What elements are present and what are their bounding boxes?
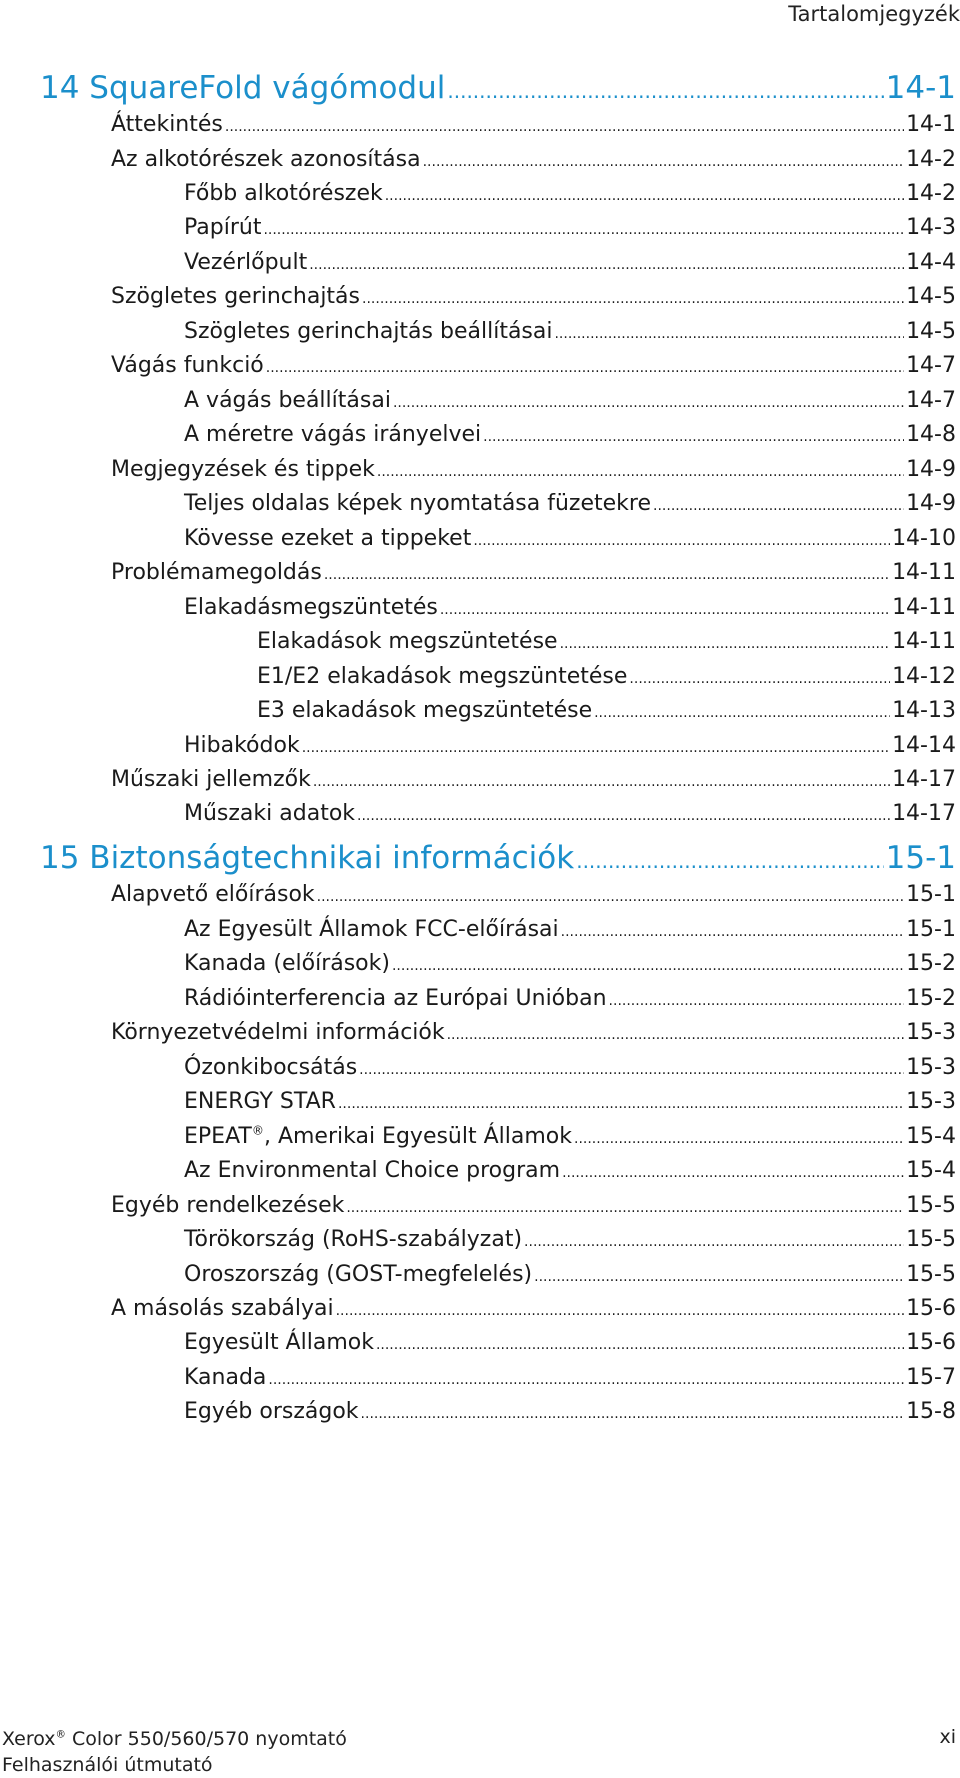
toc-entry-title xyxy=(184,595,438,620)
toc-entry[interactable] xyxy=(184,951,956,976)
dot-leader xyxy=(309,257,904,273)
toc-entry-title xyxy=(111,1020,445,1045)
toc-entry-title-text: E1/E2 elakadások megszüntetése xyxy=(257,664,628,689)
toc-entry[interactable] xyxy=(111,457,956,482)
toc-entry-title xyxy=(111,457,375,482)
dot-leader xyxy=(376,1337,904,1353)
toc-entry-page: 14-17 xyxy=(892,801,956,826)
toc-entry-page: 15-6 xyxy=(906,1330,956,1355)
dot-leader xyxy=(338,1096,904,1112)
toc-entry-page: 14-10 xyxy=(892,526,956,551)
toc-entry-title xyxy=(184,422,481,447)
toc-entry[interactable] xyxy=(111,112,956,137)
toc-entry-title-text: Oroszország (GOST-megfelelés) xyxy=(184,1262,533,1287)
toc-entry-page: 14-13 xyxy=(892,698,956,723)
toc-entry[interactable] xyxy=(184,1399,956,1424)
toc-entry[interactable] xyxy=(257,629,956,654)
dot-leader xyxy=(377,464,904,480)
toc-entry-title xyxy=(257,698,592,723)
dot-leader xyxy=(534,1269,904,1285)
toc-entry[interactable] xyxy=(184,491,956,516)
dot-leader xyxy=(313,774,890,790)
toc-entry-page: 14-1 xyxy=(906,112,956,137)
toc-entry-title xyxy=(111,112,223,137)
toc-entry-title xyxy=(184,1330,374,1355)
toc-entry[interactable] xyxy=(184,1365,956,1390)
toc-entry[interactable] xyxy=(111,882,956,907)
toc-entry[interactable] xyxy=(111,284,956,309)
toc-entry-title xyxy=(111,353,264,378)
toc-entry[interactable] xyxy=(111,1296,956,1321)
toc-entry-title-text: Elakadásmegszüntetés xyxy=(184,595,438,620)
toc-entry-title xyxy=(111,1296,334,1321)
dot-leader xyxy=(393,395,904,411)
toc-entry-title xyxy=(184,1124,572,1149)
toc-entry-title-text: Műszaki adatok xyxy=(184,801,356,826)
dot-leader xyxy=(629,671,890,687)
toc-entry-page: 15-2 xyxy=(906,951,956,976)
footer-registered-mark: ® xyxy=(55,1728,66,1741)
toc-entry[interactable] xyxy=(184,595,956,620)
toc-entry[interactable] xyxy=(184,1055,956,1080)
toc-entry-title xyxy=(111,882,315,907)
toc-entry-title-text: Áttekintés xyxy=(111,112,223,137)
toc-entry-page: 14-9 xyxy=(906,457,956,482)
toc-entry-title-text: A méretre vágás irányelvei xyxy=(184,422,482,447)
toc-entry-title-text: E3 elakadások megszüntetése xyxy=(257,698,593,723)
toc-entry-page: 14-11 xyxy=(892,629,956,654)
toc-entry-title xyxy=(184,1158,560,1183)
toc-entry-page: 14-7 xyxy=(906,388,956,413)
footer-product xyxy=(2,1726,347,1778)
toc-entry-title xyxy=(184,733,300,758)
toc-entry-title-text: Környezetvédelmi információk xyxy=(111,1020,445,1045)
dot-leader xyxy=(562,1165,904,1181)
toc-entry-title-text: Egyesült Államok xyxy=(184,1330,374,1355)
toc-entry-title-text: Szögletes gerinchajtás xyxy=(111,284,361,309)
toc-entry-page: 15-3 xyxy=(906,1055,956,1080)
toc-entry-title xyxy=(257,629,558,654)
toc-entry-title xyxy=(184,1227,522,1252)
toc-entry-page: 14-11 xyxy=(892,595,956,620)
toc-entry-title-text: Vezérlőpult xyxy=(184,250,308,275)
dot-leader xyxy=(263,222,904,238)
toc-entry-page: 14-17 xyxy=(892,767,956,792)
toc-entry-title-text: Vágás funkció xyxy=(111,353,264,378)
toc-entry[interactable] xyxy=(184,526,956,551)
toc-entry-title-text: Egyéb országok xyxy=(184,1399,359,1424)
dot-leader xyxy=(266,360,904,376)
toc-entry-page: 15-3 xyxy=(906,1089,956,1114)
footer-brand: Xerox xyxy=(2,1728,56,1750)
toc-entry-title-text: Az Egyesült Államok FCC-előírásai xyxy=(184,917,559,942)
dot-leader xyxy=(483,429,904,445)
toc-entry-title-text: Ózonkibocsátás xyxy=(184,1055,358,1080)
toc-entry-title-text: Műszaki jellemzők xyxy=(111,767,311,792)
dot-leader xyxy=(653,498,904,514)
toc-entry-title xyxy=(111,147,421,172)
toc-entry[interactable] xyxy=(184,1262,956,1287)
toc-entry-title xyxy=(184,986,607,1011)
toc-entry-title xyxy=(184,1399,359,1424)
toc-entry-page: 14-8 xyxy=(906,422,956,447)
toc-entry-page: 14-14 xyxy=(892,733,956,758)
toc-entry-page: 14-1 xyxy=(885,70,956,106)
toc-entry[interactable] xyxy=(184,801,956,826)
toc-entry[interactable] xyxy=(184,1227,956,1252)
dot-leader xyxy=(524,1234,904,1250)
dot-leader xyxy=(447,1027,904,1043)
dot-leader xyxy=(473,533,890,549)
registered-mark: ® xyxy=(251,1123,264,1138)
toc-entry-page: 14-11 xyxy=(892,560,956,585)
toc-entry-title-text: Az Environmental Choice program xyxy=(184,1158,561,1183)
dot-leader xyxy=(560,636,890,652)
toc-entry-title-text: Rádióinterferencia az Európai Unióban xyxy=(184,986,607,1011)
toc-entry-title-text: Megjegyzések és tippek xyxy=(111,457,375,482)
toc-entry[interactable] xyxy=(184,986,956,1011)
toc-entry[interactable] xyxy=(111,560,956,585)
footer-model: Color 550/560/570 nyomtató xyxy=(65,1728,347,1750)
toc-entry[interactable] xyxy=(184,1089,956,1114)
toc-entry-title xyxy=(111,767,311,792)
toc-entry-title-text: A vágás beállításai xyxy=(184,388,391,413)
toc-entry-page: 14-5 xyxy=(906,284,956,309)
toc-entry-title-text: Törökország (RoHS-szabályzat) xyxy=(184,1227,523,1252)
toc-entry-title xyxy=(184,388,391,413)
dot-leader xyxy=(561,924,904,940)
dot-leader xyxy=(346,1200,904,1216)
toc-entry[interactable] xyxy=(184,1330,956,1355)
toc-entry-title-text: Papírút xyxy=(184,215,262,240)
toc-entry-title xyxy=(184,319,552,344)
toc-entry-title-text: 14 SquareFold vágómodul xyxy=(40,70,446,106)
toc-entry-title-text: Alapvető előírások xyxy=(111,882,315,907)
toc-entry-page: 15-5 xyxy=(906,1193,956,1218)
toc-entry[interactable] xyxy=(184,733,956,758)
toc-entry-title xyxy=(184,917,559,942)
toc-entry[interactable] xyxy=(184,215,956,240)
dot-leader xyxy=(554,326,904,342)
toc-entry-title-text: Az alkotórészek azonosítása xyxy=(111,147,421,172)
dot-leader xyxy=(361,1406,905,1422)
toc-entry-title xyxy=(111,1193,344,1218)
dot-leader xyxy=(594,705,890,721)
toc-entry-title xyxy=(184,1055,357,1080)
toc-entry-page: 15-4 xyxy=(906,1124,956,1149)
dot-leader xyxy=(324,567,890,583)
toc-entry[interactable] xyxy=(257,698,956,723)
toc-entry[interactable] xyxy=(111,147,956,172)
footer-guide-title: Felhasználói útmutató xyxy=(2,1754,213,1776)
toc-entry-title xyxy=(111,284,360,309)
dot-leader xyxy=(576,849,883,873)
toc-entry-title xyxy=(40,70,445,106)
toc-entry-title xyxy=(184,215,261,240)
toc-entry[interactable] xyxy=(184,1124,956,1149)
toc-entry-title xyxy=(184,951,390,976)
toc-entry[interactable] xyxy=(111,1020,956,1045)
toc-entry-title-text: Kövesse ezeket a tippeket xyxy=(184,526,472,551)
toc-entry-title-text: Elakadások megszüntetése xyxy=(257,629,558,654)
toc-entry-title-text: ENERGY STAR xyxy=(184,1089,336,1114)
toc-entry-title-text: Teljes oldalas képek nyomtatása füzetekre xyxy=(184,491,652,516)
dot-leader xyxy=(392,958,904,974)
toc-entry-page: 14-2 xyxy=(906,147,956,172)
toc-entry-page: 15-8 xyxy=(906,1399,956,1424)
toc-entry[interactable] xyxy=(111,767,956,792)
toc-entry[interactable] xyxy=(184,917,956,942)
dot-leader xyxy=(317,889,904,905)
toc-entry-page: 15-1 xyxy=(906,917,956,942)
dot-leader xyxy=(225,119,904,135)
toc-entry-page: 15-5 xyxy=(906,1227,956,1252)
toc-entry-page: 15-7 xyxy=(906,1365,956,1390)
dot-leader xyxy=(362,291,904,307)
toc-entry-page: 14-9 xyxy=(906,491,956,516)
dot-leader xyxy=(336,1303,904,1319)
dot-leader xyxy=(385,188,904,204)
toc-entry-page: 15-1 xyxy=(885,840,956,876)
toc-entry-page: 14-5 xyxy=(906,319,956,344)
toc-entry-page: 15-5 xyxy=(906,1262,956,1287)
toc-entry-title xyxy=(184,801,355,826)
toc-entry-title-text: 15 Biztonságtechnikai információk xyxy=(40,840,575,876)
toc-entry-page: 14-12 xyxy=(892,664,956,689)
toc-entry[interactable] xyxy=(184,181,956,206)
dot-leader xyxy=(423,154,904,170)
toc-entry-page: 14-7 xyxy=(906,353,956,378)
toc-entry-title xyxy=(184,250,307,275)
toc-entry[interactable] xyxy=(40,840,956,876)
toc-entry[interactable] xyxy=(111,1193,956,1218)
toc-entry-page: 15-6 xyxy=(906,1296,956,1321)
toc-entry-title xyxy=(184,1365,266,1390)
toc-entry-title-text: Hibakódok xyxy=(184,733,300,758)
toc-entry-page: 15-4 xyxy=(906,1158,956,1183)
dot-leader xyxy=(359,1062,904,1078)
toc-entry-title-text: Szögletes gerinchajtás beállításai xyxy=(184,319,553,344)
dot-leader xyxy=(357,808,890,824)
dot-leader xyxy=(268,1372,904,1388)
running-header: Tartalomjegyzék xyxy=(788,2,960,26)
toc-entry-title xyxy=(184,1089,336,1114)
toc-entry-page: 15-1 xyxy=(906,882,956,907)
dot-leader xyxy=(447,79,883,103)
toc-entry[interactable] xyxy=(184,319,956,344)
footer-page-number: xi xyxy=(939,1726,956,1748)
toc-entry-title-text: Kanada (előírások) xyxy=(184,951,390,976)
toc-entry-title-text: Főbb alkotórészek xyxy=(184,181,383,206)
toc-entry-title-text: EPEAT xyxy=(184,1124,252,1149)
toc-entry-page: 14-2 xyxy=(906,181,956,206)
dot-leader xyxy=(302,740,890,756)
toc-entry-title xyxy=(257,664,627,689)
toc-entry-page: 15-3 xyxy=(906,1020,956,1045)
dot-leader xyxy=(609,993,905,1009)
toc-entry-title xyxy=(184,491,651,516)
toc-entry-title xyxy=(40,840,574,876)
toc-entry-page: 15-2 xyxy=(906,986,956,1011)
dot-leader xyxy=(440,602,890,618)
toc-entry-page: 14-4 xyxy=(906,250,956,275)
dot-leader xyxy=(574,1131,904,1147)
toc-entry-page: 14-3 xyxy=(906,215,956,240)
toc-entry[interactable] xyxy=(184,250,956,275)
toc-entry[interactable] xyxy=(40,70,956,106)
toc-entry[interactable] xyxy=(184,388,956,413)
toc-entry-title-text: Kanada xyxy=(184,1365,267,1390)
toc-entry-title xyxy=(111,560,322,585)
toc-entry-title xyxy=(184,526,471,551)
toc-entry-title-text: A másolás szabályai xyxy=(111,1296,334,1321)
toc-entry[interactable] xyxy=(111,353,956,378)
toc-entry-title-text: Egyéb rendelkezések xyxy=(111,1193,345,1218)
toc-entry-title-rest: , Amerikai Egyesült Államok xyxy=(263,1124,572,1149)
toc-entry[interactable] xyxy=(184,422,956,447)
toc-entry[interactable] xyxy=(257,664,956,689)
toc-entry-title-text: Problémamegoldás xyxy=(111,560,322,585)
toc-entry-title xyxy=(184,1262,532,1287)
toc-entry-title xyxy=(184,181,383,206)
toc-entry[interactable] xyxy=(184,1158,956,1183)
